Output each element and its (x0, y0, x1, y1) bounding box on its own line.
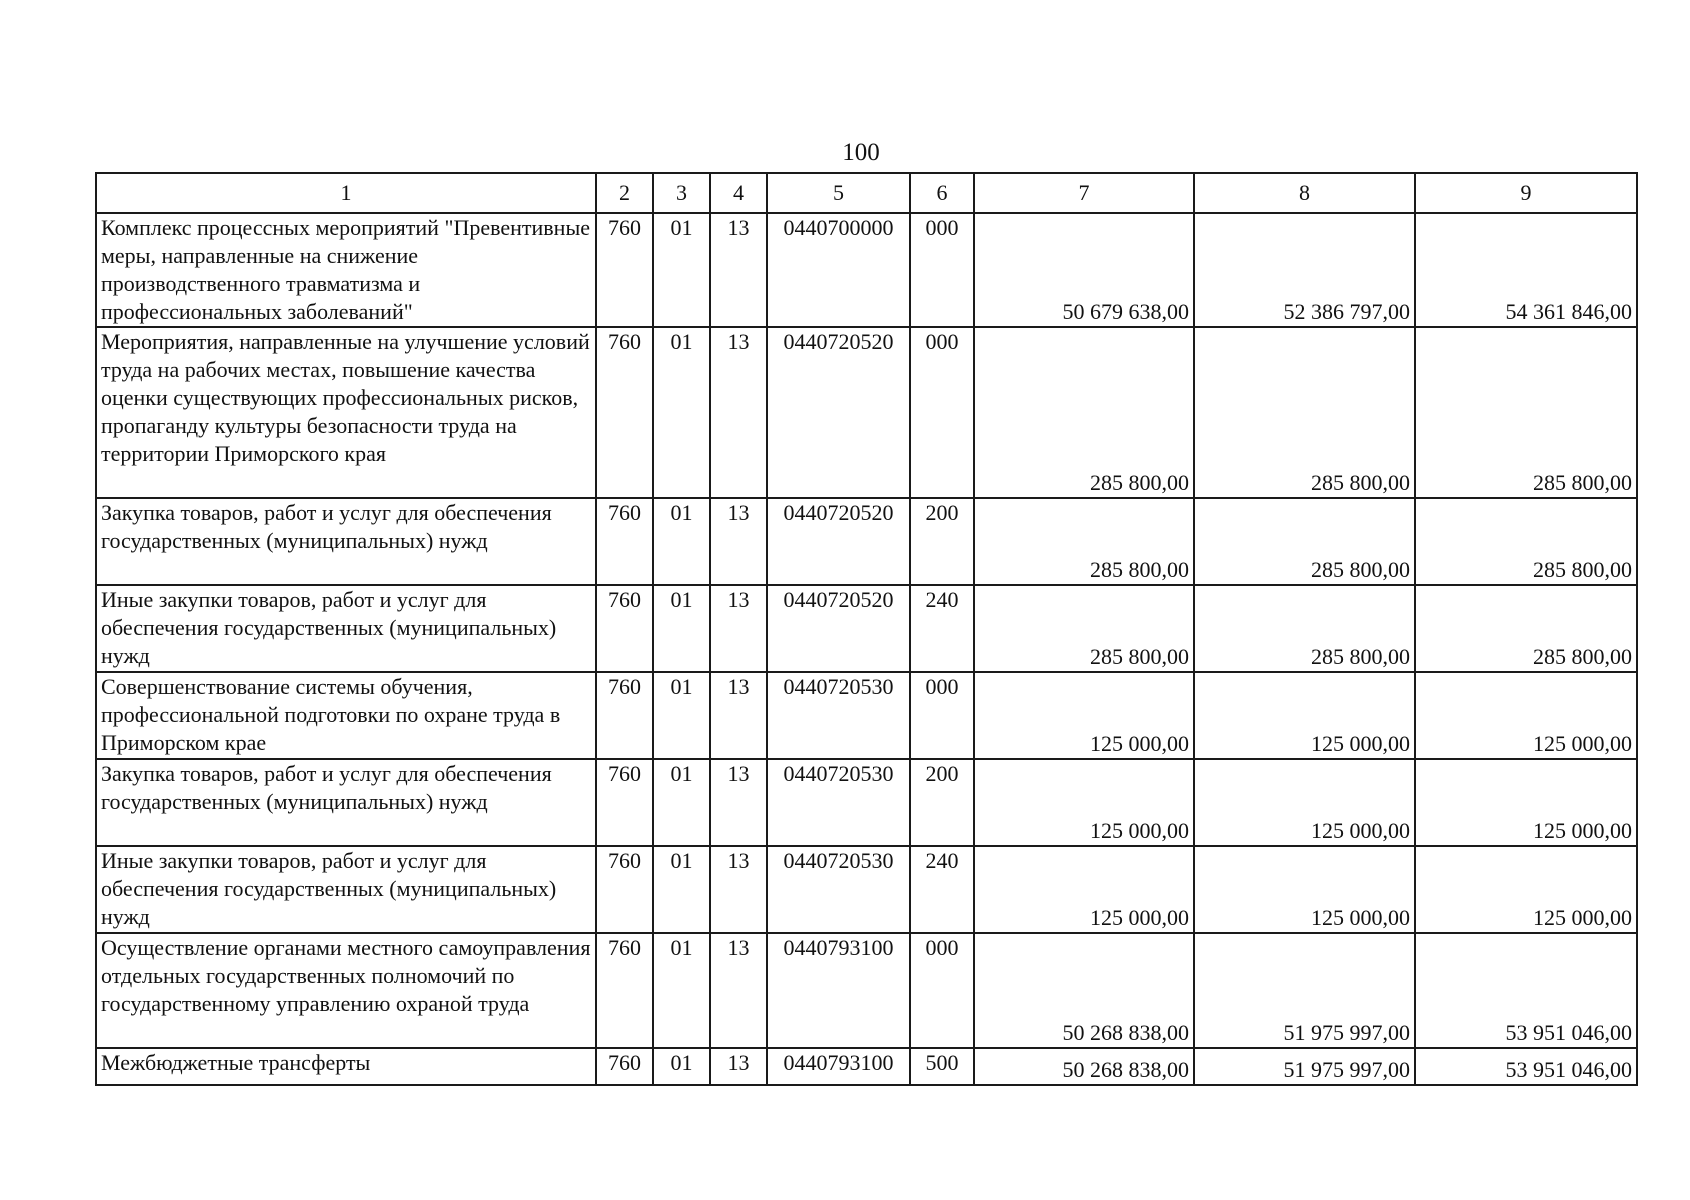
amount-cell: 285 800,00 (1194, 585, 1415, 672)
code-cell: 000 (910, 933, 974, 1048)
table-row (96, 846, 1637, 933)
column-header: 6 (910, 173, 974, 213)
row-name: Закупка товаров, работ и услуг для обеспечения государственных (муниципальных) нужд (96, 498, 596, 585)
amount-cell: 125 000,00 (1415, 846, 1637, 933)
amount-cell: 50 268 838,00 (974, 1048, 1194, 1085)
code-cell: 000 (910, 327, 974, 498)
code-cell: 13 (710, 585, 767, 672)
amount-cell: 125 000,00 (974, 672, 1194, 759)
amount-cell: 125 000,00 (974, 759, 1194, 846)
code-cell: 13 (710, 327, 767, 498)
code-cell: 000 (910, 672, 974, 759)
code-cell: 0440720520 (767, 327, 910, 498)
row-name: Совершенствование системы обучения, профессиональной подготовки по охране труда в Приморском крае (96, 672, 596, 759)
code-cell: 000 (910, 213, 974, 327)
amount-cell: 285 800,00 (974, 498, 1194, 585)
amount-cell: 53 951 046,00 (1415, 1048, 1637, 1085)
table-row (96, 213, 1637, 327)
amount-cell: 285 800,00 (1194, 327, 1415, 498)
code-cell: 0440700000 (767, 213, 910, 327)
amount-cell: 51 975 997,00 (1194, 1048, 1415, 1085)
code-cell: 13 (710, 1048, 767, 1085)
amount-cell: 125 000,00 (1194, 759, 1415, 846)
code-cell: 760 (596, 498, 653, 585)
amount-cell: 125 000,00 (1415, 759, 1637, 846)
code-cell: 0440720530 (767, 672, 910, 759)
amount-cell: 285 800,00 (1415, 585, 1637, 672)
code-cell: 13 (710, 933, 767, 1048)
amount-cell: 50 679 638,00 (974, 213, 1194, 327)
page-number: 100 (842, 139, 880, 166)
amount-cell: 285 800,00 (974, 585, 1194, 672)
table-row (96, 672, 1637, 759)
code-cell: 760 (596, 933, 653, 1048)
amount-cell: 52 386 797,00 (1194, 213, 1415, 327)
column-header: 9 (1415, 173, 1637, 213)
code-cell: 200 (910, 759, 974, 846)
amount-cell: 285 800,00 (974, 327, 1194, 498)
column-header: 2 (596, 173, 653, 213)
amount-cell: 125 000,00 (1415, 672, 1637, 759)
code-cell: 0440793100 (767, 933, 910, 1048)
column-header: 1 (96, 173, 596, 213)
code-cell: 01 (653, 327, 710, 498)
amount-cell: 125 000,00 (974, 846, 1194, 933)
row-name: Межбюджетные трансферты (96, 1048, 596, 1085)
row-name: Мероприятия, направленные на улучшение условий труда на рабочих местах, повышение качества оценки существующих профессиональных рисков, пропаганду культуры безопасности труда на территории Приморского края (96, 327, 596, 498)
amount-cell: 125 000,00 (1194, 846, 1415, 933)
amount-cell: 285 800,00 (1415, 327, 1637, 498)
table-row (96, 498, 1637, 585)
column-header: 4 (710, 173, 767, 213)
code-cell: 760 (596, 585, 653, 672)
code-cell: 500 (910, 1048, 974, 1085)
code-cell: 0440720520 (767, 498, 910, 585)
code-cell: 0440720520 (767, 585, 910, 672)
code-cell: 13 (710, 672, 767, 759)
table-row (96, 327, 1637, 498)
column-header: 5 (767, 173, 910, 213)
code-cell: 13 (710, 213, 767, 327)
amount-cell: 285 800,00 (1415, 498, 1637, 585)
row-name: Осуществление органами местного самоуправления отдельных государственных полномочий по государственному управлению охраной труда (96, 933, 596, 1048)
code-cell: 760 (596, 213, 653, 327)
code-cell: 01 (653, 585, 710, 672)
code-cell: 0440793100 (767, 1048, 910, 1085)
code-cell: 760 (596, 1048, 653, 1085)
code-cell: 13 (710, 846, 767, 933)
budget-table (95, 172, 1638, 1086)
code-cell: 01 (653, 213, 710, 327)
row-name: Иные закупки товаров, работ и услуг для обеспечения государственных (муниципальных) нужд (96, 585, 596, 672)
table-row (96, 1048, 1637, 1085)
code-cell: 01 (653, 1048, 710, 1085)
amount-cell: 51 975 997,00 (1194, 933, 1415, 1048)
code-cell: 760 (596, 759, 653, 846)
table-row (96, 933, 1637, 1048)
table-row (96, 585, 1637, 672)
code-cell: 760 (596, 846, 653, 933)
code-cell: 0440720530 (767, 846, 910, 933)
column-header: 8 (1194, 173, 1415, 213)
amount-cell: 50 268 838,00 (974, 933, 1194, 1048)
amount-cell: 285 800,00 (1194, 498, 1415, 585)
code-cell: 240 (910, 585, 974, 672)
amount-cell: 54 361 846,00 (1415, 213, 1637, 327)
code-cell: 01 (653, 933, 710, 1048)
code-cell: 01 (653, 846, 710, 933)
code-cell: 760 (596, 327, 653, 498)
column-header: 3 (653, 173, 710, 213)
code-cell: 01 (653, 498, 710, 585)
row-name: Иные закупки товаров, работ и услуг для обеспечения государственных (муниципальных) нужд (96, 846, 596, 933)
code-cell: 760 (596, 672, 653, 759)
code-cell: 01 (653, 672, 710, 759)
code-cell: 200 (910, 498, 974, 585)
amount-cell: 125 000,00 (1194, 672, 1415, 759)
code-cell: 01 (653, 759, 710, 846)
code-cell: 13 (710, 498, 767, 585)
table-row (96, 759, 1637, 846)
table-header-row (96, 173, 1637, 213)
code-cell: 240 (910, 846, 974, 933)
column-header: 7 (974, 173, 1194, 213)
amount-cell: 53 951 046,00 (1415, 933, 1637, 1048)
code-cell: 13 (710, 759, 767, 846)
code-cell: 0440720530 (767, 759, 910, 846)
row-name: Комплекс процессных мероприятий "Превентивные меры, направленные на снижение производственного травматизма и профессиональных заболеваний" (96, 213, 596, 327)
row-name: Закупка товаров, работ и услуг для обеспечения государственных (муниципальных) нужд (96, 759, 596, 846)
